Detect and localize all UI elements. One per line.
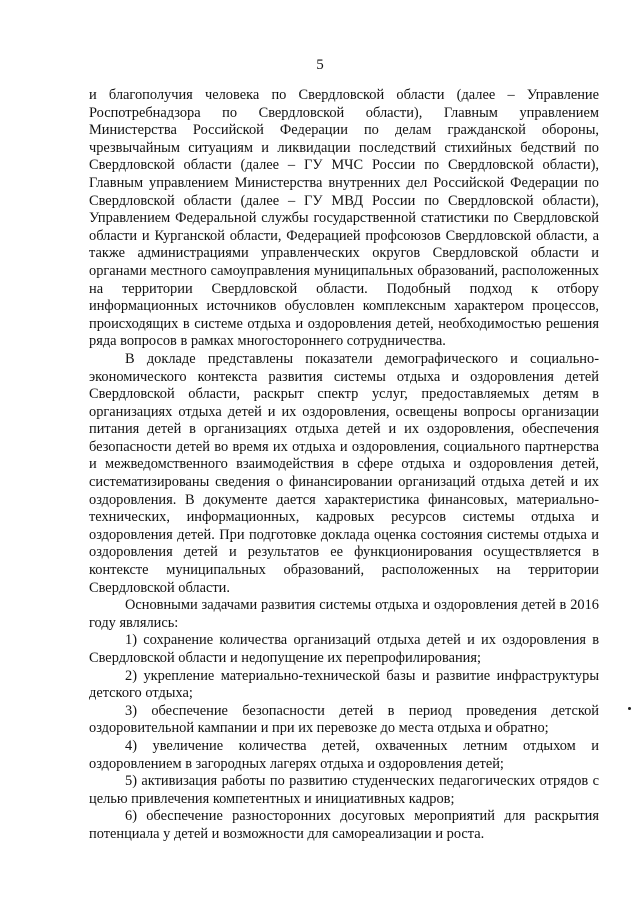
- continuation-paragraph: и благополучия человека по Свердловской области (далее – Управление Роспотребнадзора по Свердловской области), Главным управлением Министерства Российской Федерации по делам гражданской обороны, чрезвычайным ситуациям и ликвидации последствий стихийных бедствий по Свердловской области (далее – ГУ МЧС России по Свердловской области), Главным управлением Министерства внутренних дел Российской Федерации по Свердловской области (далее – ГУ МВД России по Свердловской области), Управлением Федеральной службы государственной статистики по Свердловской области и Курганской области, Федерацией профсоюзов Свердловской области, а также администрациями управленческих округов Свердловской области и органами местного самоуправления муниципальных образований, расположенных на территории Свердловской области. Подобный подход к отбору информационных источников обусловлен комплексным характером процессов, происходящих в системе отдыха и оздоровления детей, необходимостью решения ряда вопросов в рамках многостороннего сотрудничества.: [89, 87, 599, 350]
- task-item-4: 4) увеличение количества детей, охваченных летним отдыхом и оздоровлением в загородных лагерях отдыха и оздоровления детей;: [89, 737, 599, 772]
- task-item-2: 2) укрепление материально-технической базы и развитие инфраструктуры детского отдыха;: [89, 667, 599, 702]
- tasks-intro-paragraph: Основными задачами развития системы отдыха и оздоровления детей в 2016 году являлись:: [89, 597, 599, 631]
- task-item-3: 3) обеспечение безопасности детей в период проведения детской оздоровительной кампании и при их перевозке до места отдыха и обратно;: [89, 702, 599, 737]
- report-paragraph: В докладе представлены показатели демографического и социально-экономического контекста развития системы отдыха и оздоровления детей Свердловской области, раскрыт спектр услуг, предоставляемых детям в организациях отдыха детей и их оздоровления, освещены вопросы организации питания детей в организациях отдыха детей и их оздоровления, обеспечения безопасности детей во время их отдыха и оздоровления, социального партнерства и межведомственного взаимодействия в сфере отдыха и оздоровления детей, систематизированы сведения о финансировании организаций отдыха детей и их оздоровления. В документе дается характеристика финансовых, материально-технических, информационных, кадровых ресурсов системы отдыха и оздоровления детей. При подготовке доклада оценка состояния системы отдыха и оздоровления детей и результатов ее функционирования осуществляется в контексте муниципальных образований, расположенных на территории Свердловской области.: [89, 350, 599, 596]
- task-item-5: 5) активизация работы по развитию студенческих педагогических отрядов с целью привлечения компетентных и инициативных кадров;: [89, 773, 599, 807]
- page-number: 5: [316, 57, 324, 73]
- document-body: [89, 87, 599, 844]
- task-item-1: 1) сохранение количества организаций отдыха детей и их оздоровления в Свердловской области и недопущение их перепрофилирования;: [89, 632, 599, 666]
- task-item-6: 6) обеспечение разносторонних досуговых мероприятий для раскрытия потенциала у детей и возможности для самореализации и роста.: [89, 808, 599, 842]
- scan-artifact-dot: [628, 707, 631, 710]
